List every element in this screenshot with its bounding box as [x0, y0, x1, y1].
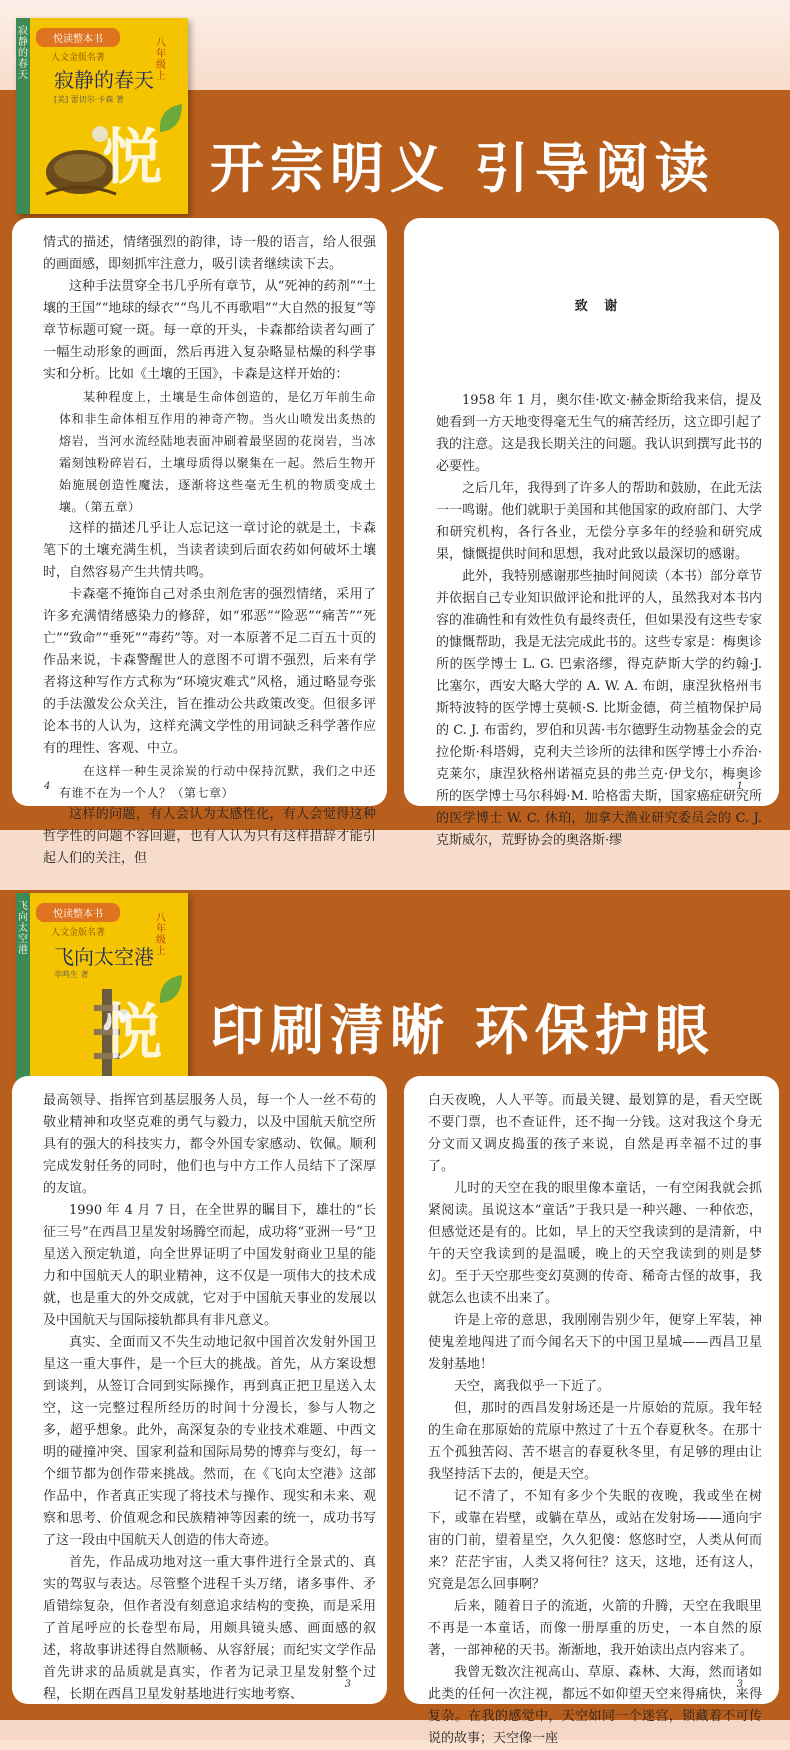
book-page-left-1 — [12, 218, 387, 866]
book-title: 飞向太空港 — [54, 945, 154, 969]
paragraph: 这样的问题，有人会认为太感性化，有人会觉得这种哲学性的问题不容回避，也有人认为只有这样措辞才能引起人们的关注，但 — [43, 807, 376, 866]
chapter-heading: 致 谢 — [574, 299, 624, 314]
paragraph: 我曾无数次注视高山、草原、森林、大海，然而诸如此类的任何一次注视，都远不如仰望天空来得痛快，来得复杂。在我的感觉中，天空如同一个迷宫，锁藏着不可传说的故事；天空像一座 — [428, 1665, 762, 1746]
paragraph: 最高领导、指挥官到基层服务人员，每一个人一丝不苟的敬业精神和攻坚克难的勇气与毅力，以及中国航天航空所具有的强大的科技实力，都令外国专家感动、钦佩。顺利完成发射任务的同时，他们也与中方工作人员结下了深厚的友谊。 — [43, 1093, 376, 1196]
paragraph: 首先，作品成功地对这一重大事件进行全景式的、真实的驾驭与表达。尽管整个进程千头万绪，诸多事件、矛盾错综复杂，但作者没有刻意追求结构的变换，而是采用了首尾呼应的长卷型布局，用颇具镜头感、画面感的叙述，将故事讲述得自然顺畅、从容舒展；而纪实文学作品首先讲求的品质就是真实，作者为记录卫星发射整个过程，长期在西昌卫星发射基地进行实地考察、 — [43, 1555, 376, 1702]
book-cover-1 — [16, 18, 188, 214]
slogan-2: 印刷清晰 环保护眼 — [210, 999, 715, 1062]
grade-label: 八年级上 — [156, 38, 166, 82]
book-title: 寂静的春天 — [54, 68, 154, 92]
book-cover-2 — [16, 893, 188, 1083]
book-author: 李鸣生 著 — [54, 970, 89, 979]
page-text — [436, 232, 762, 852]
paragraph: 1958 年 1 月，奥尔佳·欧文·赫金斯给我来信，提及她看到一方天地变得毫无生气的痛苦经历，这立即引起了我的注意。这是我长期关注的问题。我认识到撰写此书的必要性。 — [436, 393, 762, 474]
paragraph: 真实、全面而又不失生动地记叙中国首次发射外国卫星这一重大事件，是一个巨大的挑战。首先，从方案设想到谈判，从签订合同到实际操作，再到真正把卫星送入太空，这一完整过程所经历的时间十分漫长，参与人物之多，超乎想象。此外，高深复杂的专业技术难题、中西文明的碰撞冲突、国家利益和国际局势的博弈与变幻，每一个细节都为创作带来挑战。然而，在《飞向太空港》这部作品中，作者真正实现了将技术与操作、现实和未来、观察和思考、价值观念和民族精神等因素的统一，成功书写了这一段由中国航天人创造的伟大奇迹。 — [43, 1335, 376, 1548]
paragraph: 之后几年，我得到了许多人的帮助和鼓励，在此无法一一鸣谢。他们就职于美国和其他国家的政府部门、大学和研究机构，各行各业，无偿分享多年的经验和研究成果，慷慨提供时间和思想，我对此致以最深切的感谢。 — [436, 481, 762, 562]
paragraph: 情式的描述，情绪强烈的韵律，诗一般的语言，给人很强的画面感，即刻抓牢注意力，吸引读者继续读下去。 — [43, 235, 376, 272]
book-spine: 寂静的春天 — [16, 18, 30, 214]
paragraph: 记不清了，不知有多少个失眠的夜晚，我或坐在树下，或靠在岩壁，或躺在草丛，或站在发射场——通向宇宙的门前，望着星空，久久犯傻：悠悠时空，人类从何而来？茫茫宇宙，人类又将何往？这天，这地，还有这人，究竟是怎么回事啊？ — [428, 1489, 762, 1592]
book-page-right-2 — [404, 1076, 779, 1746]
quote: 某种程度上，土壤是生命体创造的，是亿万年前生命体和非生命体相互作用的神奇产物。当火山喷发出炙热的熔岩，当河水流经陆地表面冲刷着最坚固的花岗岩，当冰霜刻蚀粉碎岩石，土壤母质得以聚集在一起。然后生物开始施展创造性魔法，逐渐将这些毫无生机的物质变成土壤。（第五章） — [59, 390, 376, 514]
book-author: [美] 蕾切尔·卡森 著 — [54, 95, 124, 104]
slogan-1: 开宗明义 引导阅读 — [210, 137, 715, 200]
paragraph: 但，那时的西昌发射场还是一片原始的荒原。我年轻的生命在那原始的荒原中熬过了十五个春夏秋冬。在那十五个孤独苦闷、苦不堪言的春夏秋冬里，有足够的理由让我坚持活下去的，便是天空。 — [428, 1401, 762, 1482]
page-number: 3 — [736, 1679, 743, 1690]
paragraph: 这样的描述几乎让人忘记这一章讨论的就是土，卡森笔下的土壤充满生机，当读者读到后面农药如何破坏土壤时，自然容易产生共情共鸣。 — [43, 521, 376, 580]
paragraph: 许是上帝的意思，我刚刚告别少年，便穿上军装，神使鬼差地闯进了而今闻名天下的中国卫星城——西昌卫星发射基地！ — [428, 1313, 762, 1372]
paragraph: 后来，随着日子的流逝，火箭的升腾，天空在我眼里不再是一本童话，而像一册厚重的历史，一本自然的原著，一部神秘的天书。渐渐地，我开始读出点内容来了。 — [428, 1599, 762, 1658]
paragraph: 此外，我特别感谢那些抽时间阅读（本书）部分章节并依据自己专业知识做评论和批评的人，虽然我对本书内容的准确性和有效性负有最终责任，但如果没有这些专家的慷慨帮助，我是无法完成此书的。这些专家是：梅奥诊所的医学博士 L. G. 巴索洛缪，得克萨斯大学的约翰·J. 比塞尔，西安大略大学的 A. W. A. 布朗，康涅狄格州韦斯特波特的医学博士莫顿·S. 比斯金德，荷兰植物保护局的 C. J. 布雷约，罗伯和贝茜·韦尔德野生动物基金会的克拉伦斯·科塔姆，克利夫兰诊所的法律和医学博士小乔治·克莱尔，康涅狄格州诺福克县的弗兰克·伊戈尔，梅奥诊所的医学博士马尔科姆·M. 哈格雷夫斯，国家癌症研究所的医学博士 W. C. 休珀，加拿大渔业研究委员会的 C. J. 克斯威尔，荒野协会的奥洛斯·缪 — [436, 569, 762, 848]
book-page-left-2 — [12, 1076, 387, 1704]
series-label: 悦读整本书 人文金版名著 — [36, 903, 120, 938]
page-text — [43, 1090, 376, 1706]
page-text — [428, 1090, 762, 1750]
page-number: 3 — [344, 1679, 351, 1690]
paragraph: 儿时的天空在我的眼里像本童话，一有空闲我就会抓紧阅读。虽说这本“童话”于我只是一种兴趣、一种依恋，但感觉还是有的。比如，早上的天空我读到的是清新，中午的天空我读到的是温暖，晚上的天空我读到的则是梦幻。至于天空那些变幻莫测的传奇、稀奇古怪的故事，我就怎么也读不出来了。 — [428, 1181, 762, 1306]
paragraph: 卡森毫不掩饰自己对杀虫剂危害的强烈情绪，采用了许多充满情绪感染力的修辞，如“邪恶”“险恶”“痛苦”“死亡”“致命”“垂死”“毒药”等。对一本原著不足二百五十页的作品来说，卡森警醒世人的意图不可谓不强烈，后来有学者将这种写作方式称为“环境灾难式”风格，通过略显夸张的手法激发公众关注，旨在推动公共政策改变。但很多评论本书的人认为，这样充满文学性的用词缺乏科学著作应有的理性、客观、中立。 — [43, 587, 376, 756]
page-number: 1 — [736, 781, 743, 792]
yue-badge: 悦 — [102, 998, 162, 1068]
book-spine: 飞向太空港 — [16, 893, 30, 1083]
grade-label: 八年级上 — [156, 913, 166, 957]
paragraph: 1990 年 4 月 7 日，在全世界的瞩目下，雄壮的“长征三号”在西昌卫星发射场腾空而起，成功将“亚洲一号”卫星送入预定轨道，向全世界证明了中国发射商业卫星的能力和中国航天人的职业精神，这不仅是一项伟大的技术成就，也是重大的外交成就，它对于中国航天事业的发展以及中国航天与国际接轨都具有非凡意义。 — [43, 1203, 376, 1328]
paragraph: 这种手法贯穿全书几乎所有章节，从“死神的药剂”“土壤的王国”“地球的绿衣”“鸟儿不再歌唱”“大自然的报复”等章节标题可窥一斑。每一章的开头，卡森都给读者勾画了一幅生动形象的画面，然后再进入复杂略显枯燥的科学事实和分析。比如《土壤的王国》，卡森是这样开始的： — [43, 279, 376, 382]
series-label: 悦读整本书 人文金版名著 — [36, 28, 120, 63]
paragraph: 白天夜晚，人人平等。而最关键、最划算的是，看天空既不要门票，也不查证件，还不掏一分钱。这对我这个身无分文而又调皮捣蛋的孩子来说，自然是再幸福不过的事了。 — [428, 1093, 762, 1174]
book-page-right-1 — [404, 218, 779, 848]
page-text — [43, 232, 376, 870]
paragraph: 天空，离我似乎一下近了。 — [454, 1379, 611, 1394]
page-number: 4 — [44, 781, 51, 792]
yue-badge: 悦 — [102, 123, 162, 193]
quote: 在这样一种生灵涂炭的行动中保持沉默，我们之中还有谁不在为一个人？（第七章） — [59, 764, 376, 800]
